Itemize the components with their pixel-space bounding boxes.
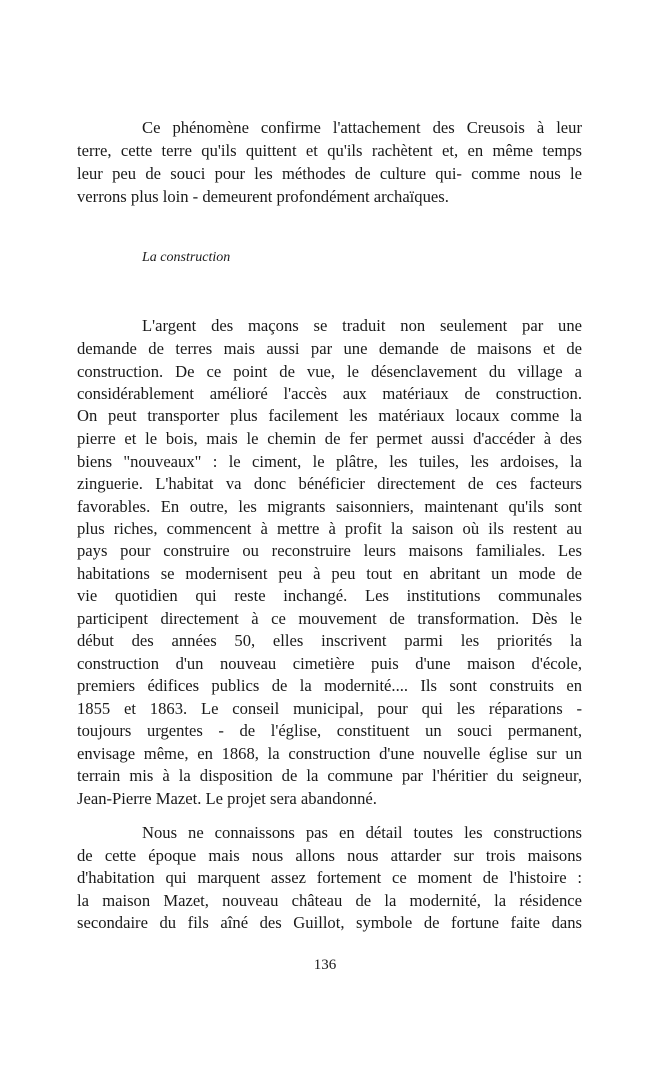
page-number: 136 (313, 957, 337, 973)
text-line: habitations se modernisent peu à peu tout en abritant un mode de (77, 564, 582, 583)
text-line: 1855 et 1863. Le conseil municipal, pour qui les réparations - (77, 699, 582, 718)
text-line: terrain mis à la disposition de la commune par l'héritier du seigneur, (77, 766, 582, 785)
text-line: leur peu de souci pour les méthodes de culture qui- comme nous le (77, 164, 582, 183)
text-line: terre, cette terre qu'ils quittent et qu'ils rachètent et, en même temps (77, 141, 582, 160)
text-line: Jean-Pierre Mazet. Le projet sera abandonné. (77, 789, 377, 808)
text-line: de cette époque mais nous allons nous attarder sur trois maisons (77, 846, 582, 865)
text-line: secondaire du fils aîné des Guillot, symbole de fortune faite dans (77, 913, 582, 932)
text-line: construction. De ce point de vue, le désenclavement du village a (77, 362, 582, 381)
text-line: premiers édifices publics de la modernité.... Ils sont construits en (77, 676, 582, 695)
text-line: considérablement amélioré l'accès aux matériaux de construction. (77, 384, 582, 403)
text-line: favorables. En outre, les migrants saisonniers, maintenant qu'ils sont (77, 497, 582, 516)
text-line: la maison Mazet, nouveau château de la modernité, la résidence (77, 891, 582, 910)
text-line: pierre et le bois, mais le chemin de fer permet aussi d'accéder à des (77, 429, 582, 448)
text-line: Ce phénomène confirme l'attachement des Creusois à leur (142, 118, 582, 137)
text-line: biens "nouveaux" : le ciment, le plâtre, les tuiles, les ardoises, la (77, 452, 582, 471)
text-line: début des années 50, elles inscrivent parmi les priorités la (77, 631, 582, 650)
text-line: zinguerie. L'habitat va donc bénéficier directement de ces facteurs (77, 474, 582, 493)
section-heading: La construction (142, 250, 231, 265)
text-line: pays pour construire ou reconstruire leurs maisons familiales. Les (77, 541, 582, 560)
text-line: demande de terres mais aussi par une demande de maisons et de (77, 339, 582, 358)
text-line: vie quotidien qui reste inchangé. Les institutions communales (77, 586, 582, 605)
text-line: envisage même, en 1868, la construction d'une nouvelle église sur un (77, 744, 582, 763)
text-line: construction d'un nouveau cimetière puis d'une maison d'école, (77, 654, 582, 673)
text-line: Nous ne connaissons pas en détail toutes les constructions (142, 823, 582, 842)
text-line: participent directement à ce mouvement de transformation. Dès le (77, 609, 582, 628)
text-line: L'argent des maçons se traduit non seulement par une (142, 316, 582, 335)
text-line: d'habitation qui marquent assez fortement ce moment de l'histoire : (77, 868, 582, 887)
text-line: plus riches, commencent à mettre à profit la saison où ils restent au (77, 519, 582, 538)
text-line: verrons plus loin - demeurent profondément archaïques. (77, 187, 449, 206)
text-line: toujours urgentes - de l'église, constituent un souci permanent, (77, 721, 582, 740)
text-line: On peut transporter plus facilement les matériaux locaux comme la (77, 406, 582, 425)
